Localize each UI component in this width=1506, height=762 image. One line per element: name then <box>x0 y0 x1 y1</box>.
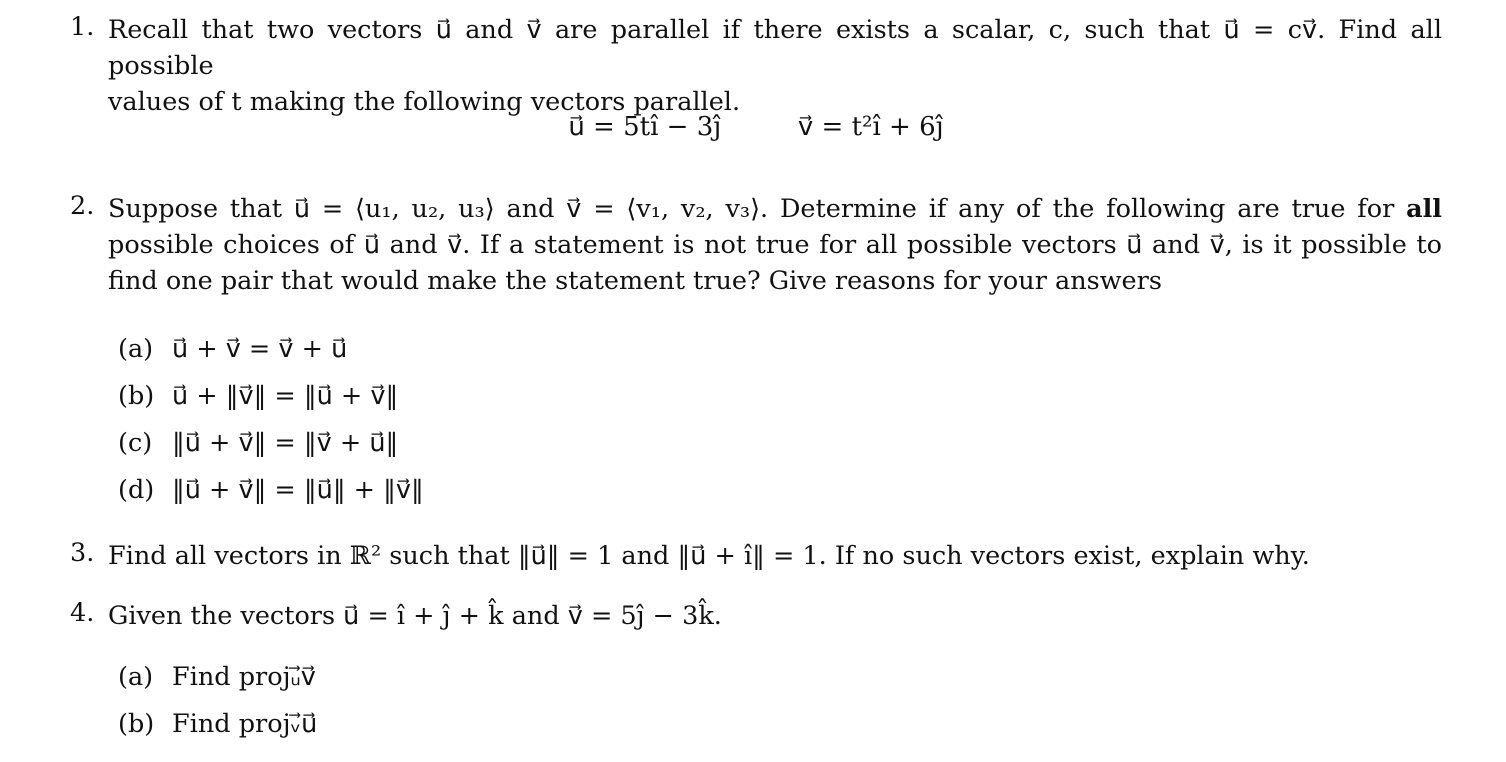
subpart-b <box>118 701 317 748</box>
equation-v: v⃗ = t²î + 6ĵ <box>797 112 944 142</box>
subpart-d <box>118 467 424 514</box>
problem-4 <box>70 598 1442 634</box>
subpart-label: (b) <box>118 381 155 411</box>
subpart-expression: u⃗ + ‖v⃗‖ = ‖u⃗ + v⃗‖ <box>172 381 399 411</box>
problem-number: 2. <box>70 191 95 221</box>
subpart-expression: u⃗ + v⃗ = v⃗ + u⃗ <box>172 334 348 364</box>
problem-text-line-2: values of t making the following vectors parallel. <box>108 87 741 117</box>
problem-2-subparts <box>118 326 424 514</box>
problem-text: Find all vectors in ℝ² such that ‖u⃗‖ = 1 and ‖u⃗ + î‖ = 1. If no such vectors exist, explain why. <box>108 541 1310 571</box>
subpart-label: (b) <box>118 709 155 739</box>
problem-text-part-1: Suppose that u⃗ = ⟨u₁, u₂, u₃⟩ and v⃗ = ⟨v₁, v₂, v₃⟩. Determine if any of the following are true for <box>108 194 1395 224</box>
problem-number: 4. <box>70 598 95 628</box>
subpart-label: (d) <box>118 475 155 505</box>
problem-text-part-2: possible choices of u⃗ and v⃗. If a statement is not true for all possible vectors u⃗ and v⃗, is it possible to find one pair that would make the statement true? Give reasons for your answers <box>108 230 1442 296</box>
equation-u: u⃗ = 5tî − 3ĵ <box>568 112 722 142</box>
subpart-expression: Find projᵤ⃗v⃗ <box>172 662 316 692</box>
subpart-a <box>118 326 424 373</box>
subpart-c <box>118 420 424 467</box>
subpart-a <box>118 654 317 701</box>
problem-number: 1. <box>70 12 95 42</box>
problem-text <box>108 191 1442 299</box>
display-equation <box>70 112 1442 142</box>
emphasis-all: all <box>1406 194 1442 224</box>
subpart-label: (c) <box>118 428 153 458</box>
problem-2 <box>70 191 1442 299</box>
subpart-expression: Find projᵥ⃗u⃗ <box>172 709 318 739</box>
problem-4-subparts <box>118 654 317 748</box>
problem-text <box>108 12 1442 120</box>
subpart-expression: ‖u⃗ + v⃗‖ = ‖v⃗ + u⃗‖ <box>172 428 399 458</box>
problem-3 <box>70 538 1442 574</box>
subpart-label: (a) <box>118 334 154 364</box>
problem-1 <box>70 12 1442 120</box>
subpart-label: (a) <box>118 662 154 692</box>
subpart-expression: ‖u⃗ + v⃗‖ = ‖u⃗‖ + ‖v⃗‖ <box>172 475 424 505</box>
problem-text: Given the vectors u⃗ = î + ĵ + k̂ and v⃗ = 5ĵ − 3k̂. <box>108 601 722 631</box>
subpart-b <box>118 373 424 420</box>
problem-text-line-1: Recall that two vectors u⃗ and v⃗ are parallel if there exists a scalar, c, such that u⃗ = cv⃗. Find all possible <box>108 15 1442 81</box>
problem-number: 3. <box>70 538 95 568</box>
